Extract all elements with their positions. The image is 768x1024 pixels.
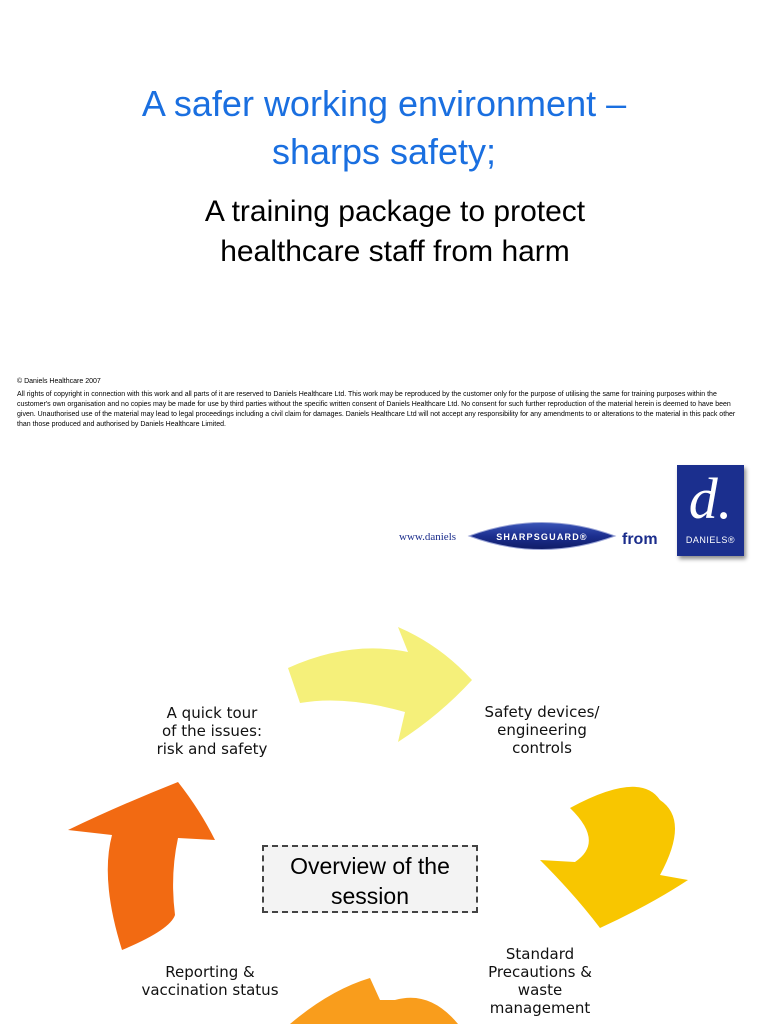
daniels-logo-letter: d. xyxy=(688,466,733,531)
sharpsguard-logo-text: SHARPSGUARD® xyxy=(496,532,588,542)
cycle-label-safety-devices: Safety devices/ engineering controls xyxy=(484,703,600,757)
cycle-label-reporting: Reporting & vaccination status xyxy=(141,963,279,999)
cycle-label-quick-tour: A quick tour of the issues: risk and safety xyxy=(156,704,268,758)
cycle-arrow-top xyxy=(288,627,472,742)
copyright-body: All rights of copyright in connection with this work and all parts of it are reserved to Daniels Healthcare Ltd. This work may be reproduced by the customer only for the purpose of utilising the same for training purposes within the customer's own organisation and no copies may be made for use by third parties without the specific written consent of Daniels Healthcare Ltd. No consent for such further reproduction of the material herein is deemed to have been given. Unauthorised use of the material may lead to legal proceedings including a civil claim for damages. Daniels Healthcare Ltd will not accept any responsibility for any amendments to or alterations to the material in this pack other than those produced and authorised by Daniels Healthcare Limited. xyxy=(17,391,736,428)
sharpsguard-logo xyxy=(467,515,617,557)
from-text: from xyxy=(622,531,658,548)
daniels-logo-name: DANIELS® xyxy=(685,535,736,545)
cycle-diagram xyxy=(0,590,768,1024)
overview-box: Overview of the session xyxy=(262,845,478,913)
cycle-arrow-left xyxy=(68,782,215,950)
cycle-arrow-right xyxy=(540,787,688,928)
cycle-label-standard-precautions: Standard Precautions & waste management xyxy=(488,945,592,1017)
daniels-logo xyxy=(677,465,744,556)
cycle-arrow-bottom xyxy=(290,978,458,1024)
slide-title: A safer working environment – sharps safety; xyxy=(141,83,627,172)
website-text: www.daniels xyxy=(399,531,457,543)
slide-subtitle: A training package to protect healthcare staff from harm xyxy=(204,195,586,268)
copyright-line: © Daniels Healthcare 2007 xyxy=(17,378,101,385)
copyright-notice xyxy=(17,377,745,433)
